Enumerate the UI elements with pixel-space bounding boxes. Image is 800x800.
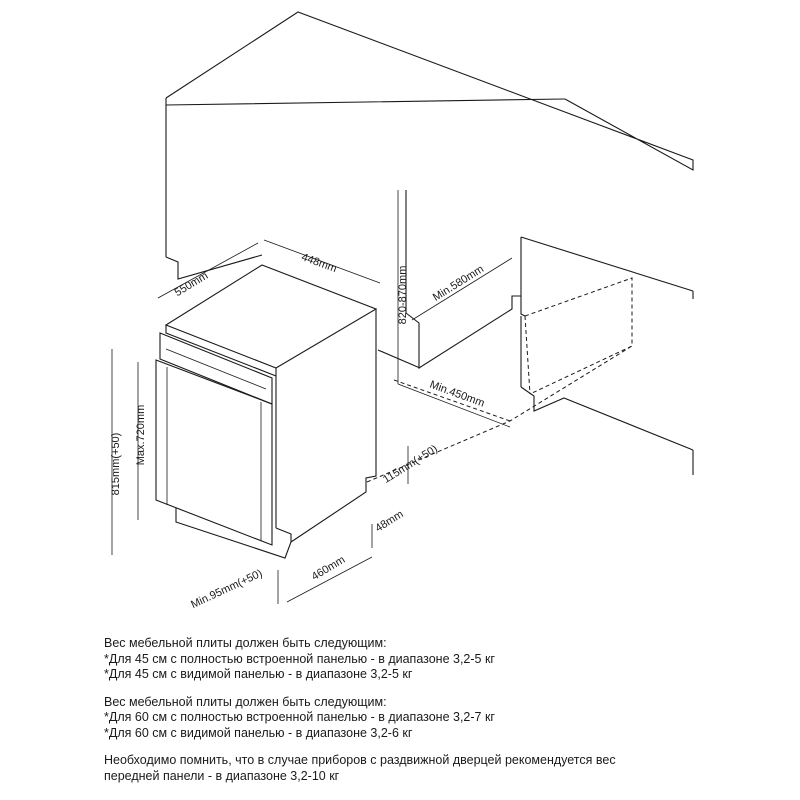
cabinet-block <box>166 12 693 475</box>
note-group-60cm <box>104 695 764 742</box>
note-line: *Для 45 см с полностью встроенной панелью - в диапазоне 3,2-5 кг <box>104 651 495 666</box>
dim-plinth-height: 115mm(+50) <box>381 442 440 486</box>
note-line: Вес мебельной плиты должен быть следующим: <box>104 636 387 650</box>
dim-min-toe: Min.95mm(+50) <box>189 567 265 612</box>
dim-total-height: 815mm(+50) <box>110 432 122 496</box>
dim-plinth-depth: 48mm <box>373 508 406 535</box>
dim-min-depth-bottom: Min.450mm <box>427 378 487 410</box>
dim-width: 448mm <box>299 251 339 276</box>
note-line: Вес мебельной плиты должен быть следующим: <box>104 694 387 709</box>
dim-max-door-height: Max.720mm <box>135 404 147 466</box>
note-line: *Для 60 см с видимой панелью - в диапазоне 3,2-6 кг <box>104 725 413 740</box>
note-line: передней панели - в диапазоне 3,2-10 кг <box>104 768 340 783</box>
dim-depth: 550mm <box>172 269 211 300</box>
note-line: *Для 45 см с видимой панелью - в диапазоне 3,2-5 кг <box>104 667 413 681</box>
dim-min-depth-cabinet: Min.580mm <box>430 263 486 304</box>
note-group-sliding-door <box>104 753 764 784</box>
note-line: *Для 60 см с полностью встроенной панелью - в диапазоне 3,2-7 кг <box>104 710 495 724</box>
dishwasher <box>156 265 376 558</box>
dim-base-depth: 460mm <box>309 553 348 584</box>
note-line: Необходимо помнить, что в случае приборов с раздвижной дверцей рекомендуется вес <box>104 753 616 767</box>
installation-notes <box>104 636 764 796</box>
dim-cabinet-height: 820-870mm <box>397 265 409 325</box>
dimension-labels <box>110 251 486 611</box>
note-group-45cm <box>104 636 764 683</box>
